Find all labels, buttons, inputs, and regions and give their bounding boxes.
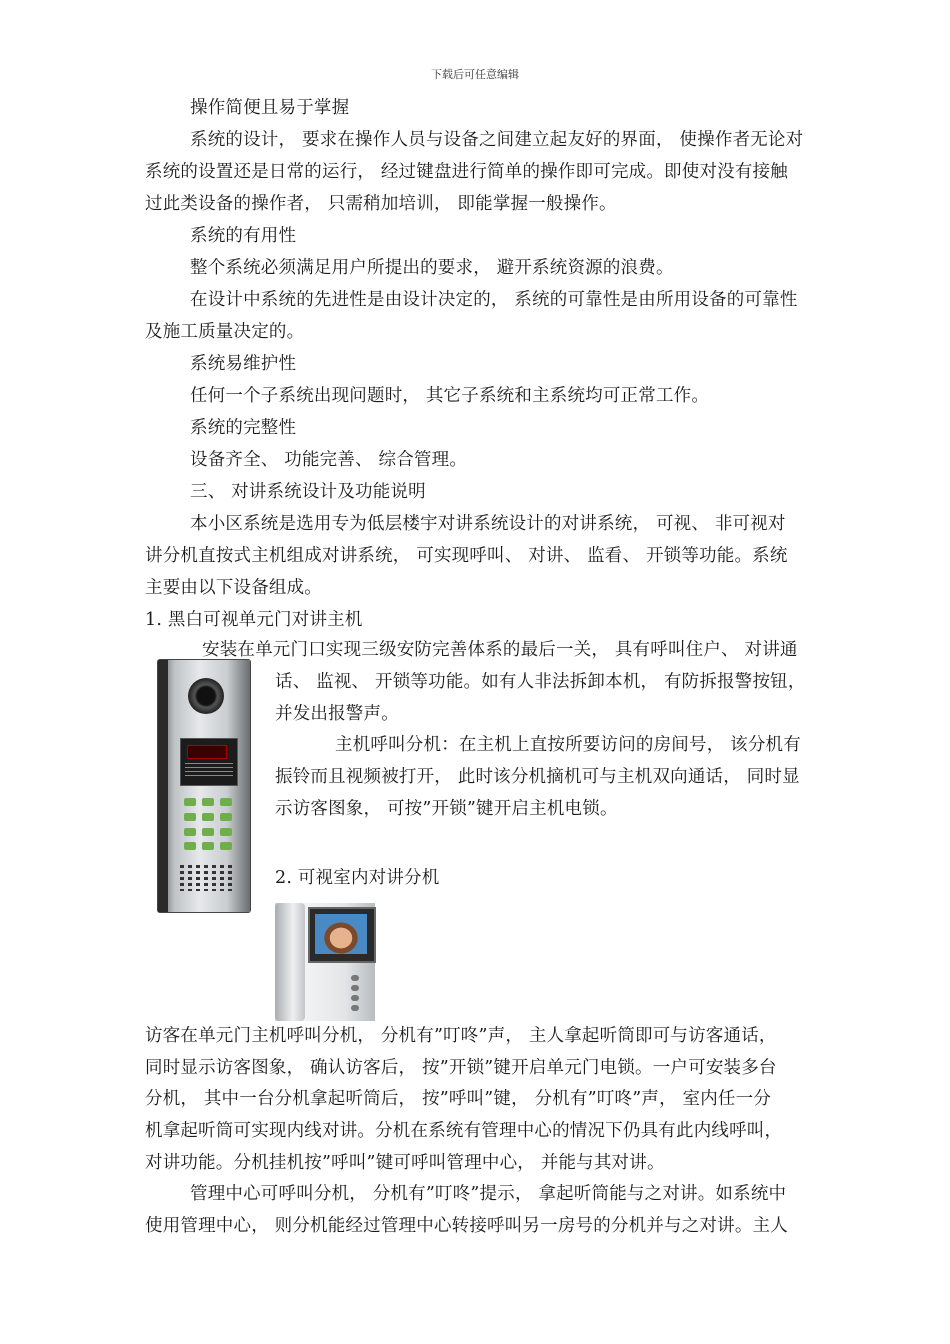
paragraph-line: 示访客图象， 可按”开锁”键开启主机电锁。	[275, 799, 618, 819]
door-station-photo	[158, 660, 250, 912]
panel-edge	[158, 660, 168, 912]
paragraph-line: 机拿起听筒可实现内线对讲。分机在系统有管理中心的情况下仍具有此内线呼叫，	[145, 1121, 783, 1141]
key	[220, 842, 232, 850]
item-heading-indoor-monitor: 2. 可视室内对讲分机	[275, 868, 440, 888]
paragraph-line: 及施工质量决定的。	[145, 322, 305, 342]
paragraph-line: 使用管理中心， 则分机能经过管理中心转接呼叫另一房号的分机并与之对讲。主人	[145, 1216, 788, 1236]
paragraph-line: 整个系统必须满足用户所提出的要求， 避开系统资源的浪费。	[190, 258, 674, 278]
key	[184, 798, 196, 806]
paragraph-line: 讲分机直按式主机组成对讲系统， 可实现呼叫、 对讲、 监看、 开锁等功能。系统	[145, 546, 788, 566]
heading-maintainability: 系统易维护性	[190, 354, 297, 374]
heading-completeness: 系统的完整性	[190, 418, 297, 438]
paragraph-line: 对讲功能。分机挂机按”呼叫”键可呼叫管理中心， 并能与其对讲。	[145, 1153, 665, 1173]
visitor-image	[315, 914, 367, 954]
display-text	[185, 763, 233, 779]
key	[202, 813, 214, 821]
paragraph-line: 主要由以下设备组成。	[145, 578, 322, 598]
monitor-button	[351, 995, 359, 1001]
key	[202, 828, 214, 836]
paragraph-line: 安装在单元门口实现三级安防完善体系的最后一关， 具有呼叫住户、 对讲通	[202, 640, 798, 660]
paragraph-line: 系统的设置还是日常的运行， 经过键盘进行简单的操作即可完成。即使对没有接触	[145, 162, 788, 182]
key	[184, 813, 196, 821]
key	[202, 798, 214, 806]
speaker-grill	[180, 865, 236, 891]
page-header: 下载后可任意编辑	[431, 68, 519, 81]
camera-lens	[188, 678, 224, 714]
paragraph-line: 振铃而且视频被打开， 此时该分机摘机可与主机双向通话， 同时显	[275, 767, 800, 787]
monitor-button	[351, 985, 359, 991]
heading-ease-of-use: 操作简便且易于掌握	[190, 98, 350, 118]
paragraph-line: 管理中心可呼叫分机， 分机有”叮咚”提示， 拿起听筒能与之对讲。如系统中	[190, 1184, 787, 1204]
key	[220, 828, 232, 836]
key	[220, 798, 232, 806]
key	[202, 842, 214, 850]
heading-usefulness: 系统的有用性	[190, 226, 297, 246]
handset	[275, 903, 305, 1021]
paragraph-line: 系统的设计， 要求在操作人员与设备之间建立起友好的界面， 使操作者无论对	[190, 130, 804, 150]
paragraph-line: 设备齐全、 功能完善、 综合管理。	[190, 450, 468, 470]
indoor-monitor-photo	[275, 903, 375, 1021]
key	[220, 813, 232, 821]
paragraph-line: 同时显示访客图象， 确认访客后， 按”开锁”键开启单元门电锁。一户可安装多台	[145, 1058, 777, 1078]
paragraph-line: 在设计中系统的先进性是由设计决定的， 系统的可靠性是由所用设备的可靠性	[190, 290, 798, 310]
key	[184, 828, 196, 836]
paragraph-line: 访客在单元门主机呼叫分机， 分机有”叮咚”声， 主人拿起听筒即可与访客通话，	[145, 1026, 777, 1046]
monitor-button	[351, 1005, 359, 1011]
digit-display	[187, 745, 227, 759]
keypad	[184, 798, 232, 852]
paragraph-line: 过此类设备的操作者， 只需稍加培训， 即能掌握一般操作。	[145, 194, 617, 214]
paragraph-line: 本小区系统是选用专为低层楼宇对讲系统设计的对讲系统， 可视、 非可视对	[190, 514, 786, 534]
paragraph-line: 话、 监视、 开锁等功能。如有人非法拆卸本机， 有防拆报警按钮，	[275, 672, 806, 692]
item-heading-door-station: 1. 黑白可视单元门对讲主机	[145, 610, 363, 630]
paragraph-line: 分机， 其中一台分机拿起听筒后， 按”呼叫”键， 分机有”叮咚”声， 室内任一分	[145, 1089, 772, 1109]
key	[184, 842, 196, 850]
panel-display	[180, 738, 238, 786]
paragraph-line: 主机呼叫分机：在主机上直按所要访问的房间号， 该分机有	[335, 735, 801, 755]
paragraph-line: 并发出报警声。	[275, 704, 399, 724]
monitor-screen	[308, 907, 376, 963]
monitor-button	[351, 975, 359, 981]
section-heading-intercom: 三、 对讲系统设计及功能说明	[190, 482, 426, 502]
paragraph-line: 任何一个子系统出现问题时， 其它子系统和主系统均可正常工作。	[190, 386, 710, 406]
